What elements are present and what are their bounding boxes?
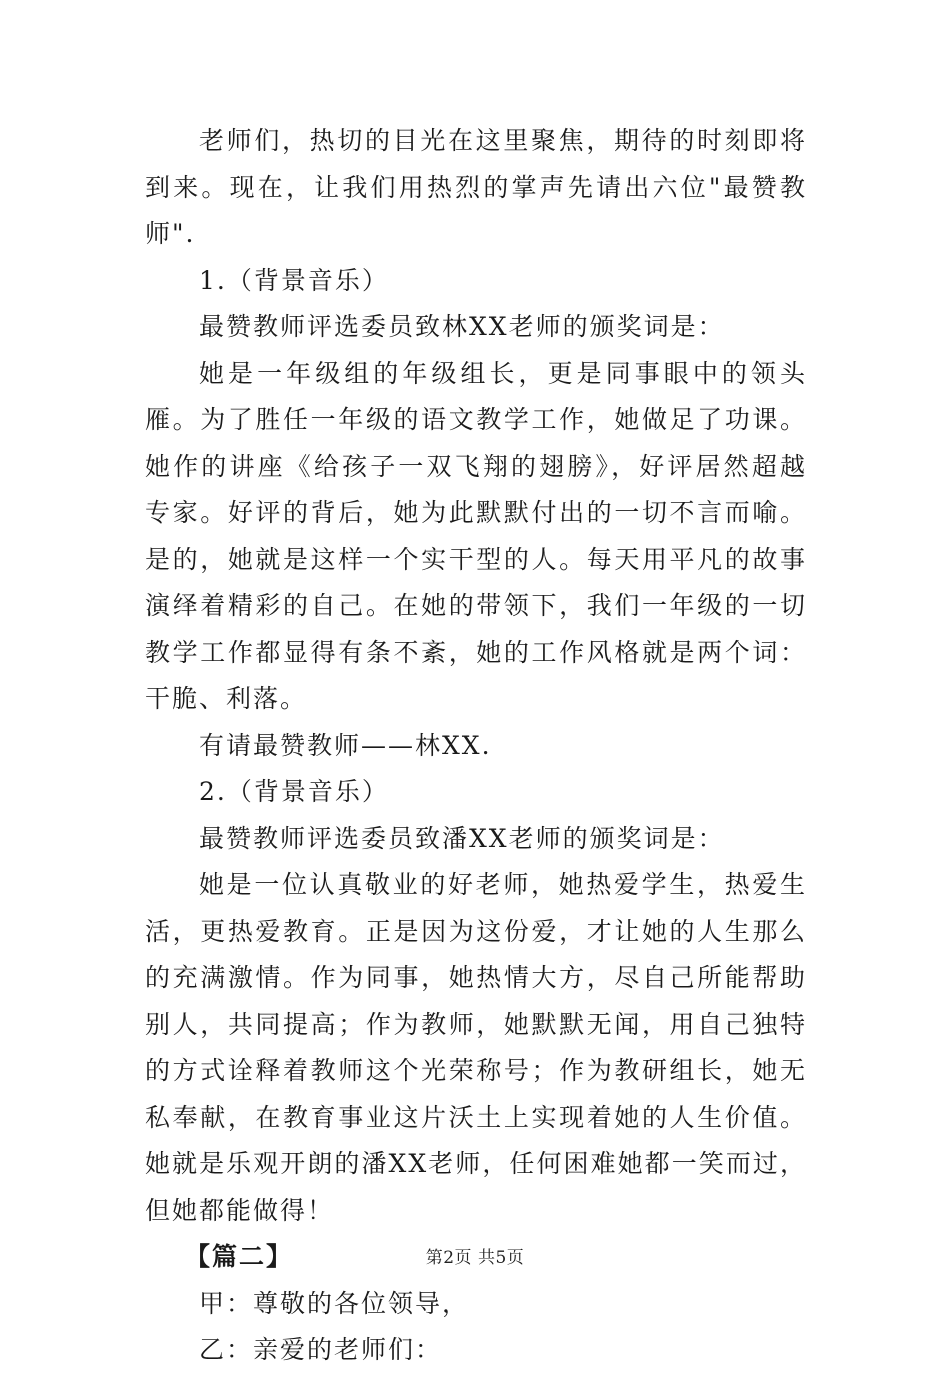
document-body — [145, 118, 807, 1374]
page-indicator: 第2页 共5页 — [425, 1248, 525, 1268]
paragraph-item-2-music: 2.（背景音乐） — [199, 777, 389, 806]
paragraph-award-pan-text: 她是一位认真敬业的好老师，她热爱学生，热爱生活，更热爱教育。正是因为这份爱，才让她的人生那么的充满激情。作为同事，她热情大方，尽自己所能帮助别人，共同提高；作为教师，她默默无闻，用自己独特的方式诠释着教师这个光荣称号；作为教研组长，她无私奉献，在教育事业这片沃土上实现着她的人生价值。她就是乐观开朗的潘XX老师，任何困难她都一笑而过，但她都能做得！ — [145, 870, 807, 1225]
paragraph-award-lin-heading: 最赞教师评选委员致林XX老师的颁奖词是： — [199, 312, 725, 341]
paragraph-invite-lin: 有请最赞教师——林XX. — [199, 730, 492, 760]
paragraph-item-1-music: 1.（背景音乐） — [199, 265, 389, 295]
paragraph-intro: 老师们，热切的目光在这里聚焦，期待的时刻即将到来。现在，让我们用热烈的掌声先请出六位"最赞教师". — [145, 126, 807, 248]
paragraph-speaker-a: 甲：尊敬的各位领导， — [199, 1288, 470, 1318]
paragraph-speaker-b: 乙：亲爱的老师们： — [199, 1335, 443, 1364]
section-heading-part-two: 【篇二】 — [185, 1242, 294, 1271]
paragraph-award-lin-text: 她是一年级组的年级组长，更是同事眼中的领头雁。为了胜任一年级的语文教学工作，她做足了功课。她作的讲座《给孩子一双飞翔的翅膀》，好评居然超越专家。好评的背后，她为此默默付出的一切不言而喻。是的，她就是这样一个实干型的人。每天用平凡的故事演绎着精彩的自己。在她的带领下，我们一年级的一切教学工作都显得有条不紊，她的工作风格就是两个词：干脆、利落。 — [145, 358, 807, 713]
paragraph-award-pan-heading: 最赞教师评选委员致潘XX老师的颁奖词是： — [199, 823, 725, 853]
